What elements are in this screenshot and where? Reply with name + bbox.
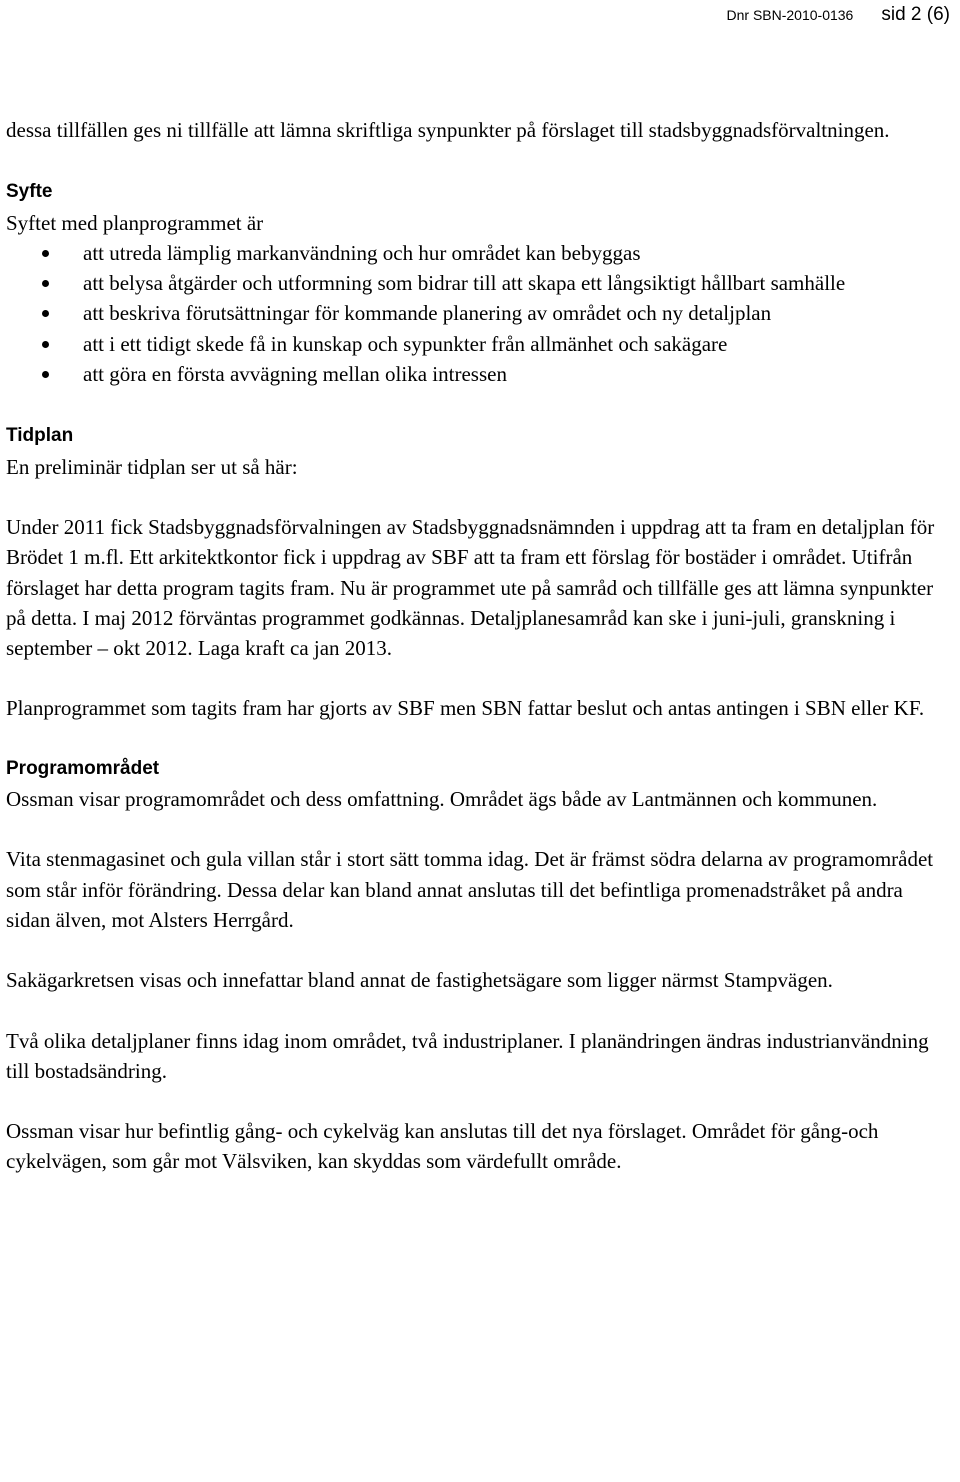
document-body [6, 115, 946, 1177]
list-item-text: att i ett tidigt skede få in kunskap och sypunkter från allmänhet och sakägare [83, 331, 728, 356]
page-header [727, 2, 951, 28]
bullet-icon [42, 280, 49, 287]
document-number: Dnr SBN-2010-0136 [726, 7, 854, 23]
tidplan-paragraph: Under 2011 fick Stadsbyggnadsförvalningen av Stadsbyggnadsnämnden i uppdrag att ta fram en detaljplan för Brödet 1 m.fl. Ett arkitektkontor fick i uppdrag av SBF att ta fram ett förslag för bostäder i området. Utifrån förslaget har detta program tagits fram. Nu är programmet ute på samråd och tillfälle ges att lämna synpunkter på detta. I maj 2012 förväntas programmet godkännas. Detaljplanesamråd kan ske i juni-juli, granskning i september – okt 2012. Laga kraft ca jan 2013. [6, 514, 935, 661]
list-item [6, 298, 946, 328]
programomradet-paragraph: Ossman visar programområdet och dess omfattning. Området ägs både av Lantmännen och kommunen. [6, 787, 878, 812]
heading-tidplan: Tidplan [6, 425, 74, 447]
heading-syfte: Syfte [6, 181, 53, 203]
syfte-lead: Syftet med planprogrammet är [6, 210, 264, 235]
bullet-icon [42, 341, 49, 348]
list-item-text: att göra en första avvägning mellan olika intressen [83, 362, 507, 387]
programomradet-paragraph: Sakägarkretsen visas och innefattar bland annat de fastighetsägare som ligger närmst Stampvägen. [6, 968, 833, 993]
bullet-icon [42, 310, 49, 317]
heading-programomradet: Programområdet [6, 757, 160, 779]
list-item [6, 238, 946, 268]
syfte-bullet-list [6, 238, 946, 389]
list-item-text: att belysa åtgärder och utformning som bidrar till att skapa ett långsiktigt hållbart samhälle [83, 271, 846, 296]
list-item-text: att utreda lämplig markanvändning och hur området kan bebyggas [83, 240, 641, 265]
bullet-icon [42, 371, 49, 378]
tidplan-paragraph: Planprogrammet som tagits fram har gjorts av SBF men SBN fattar beslut och antas antingen i SBN eller KF. [6, 696, 925, 721]
programomradet-paragraph: Ossman visar hur befintlig gång- och cykelväg kan anslutas till det nya förslaget. Området för gång-och cykelvägen, som går mot Välsviken, kan skyddas som värdefullt område. [6, 1119, 879, 1174]
list-item-text: att beskriva förutsättningar för kommande planering av området och ny detaljplan [83, 301, 772, 326]
list-item [6, 329, 946, 359]
bullet-icon [42, 250, 49, 257]
programomradet-paragraph: Två olika detaljplaner finns idag inom området, två industriplaner. I planändringen ändras industrianvändning till bostadsändring. [6, 1028, 929, 1083]
programomradet-paragraph: Vita stenmagasinet och gula villan står i stort sätt tomma idag. Det är främst södra delarna av programområdet som står inför förändring. Dessa delar kan bland annat anslutas till det befintliga promenadstråket på andra sidan älven, mot Alsters Herrgård. [6, 847, 934, 932]
list-item [6, 359, 946, 389]
tidplan-lead: En preliminär tidplan ser ut så här: [6, 454, 298, 479]
intro-paragraph: dessa tillfällen ges ni tillfälle att lämna skriftliga synpunkter på förslaget till stadsbyggnadsförvaltningen. [6, 118, 890, 142]
list-item [6, 268, 946, 298]
page-number: sid 2 (6) [881, 4, 950, 25]
